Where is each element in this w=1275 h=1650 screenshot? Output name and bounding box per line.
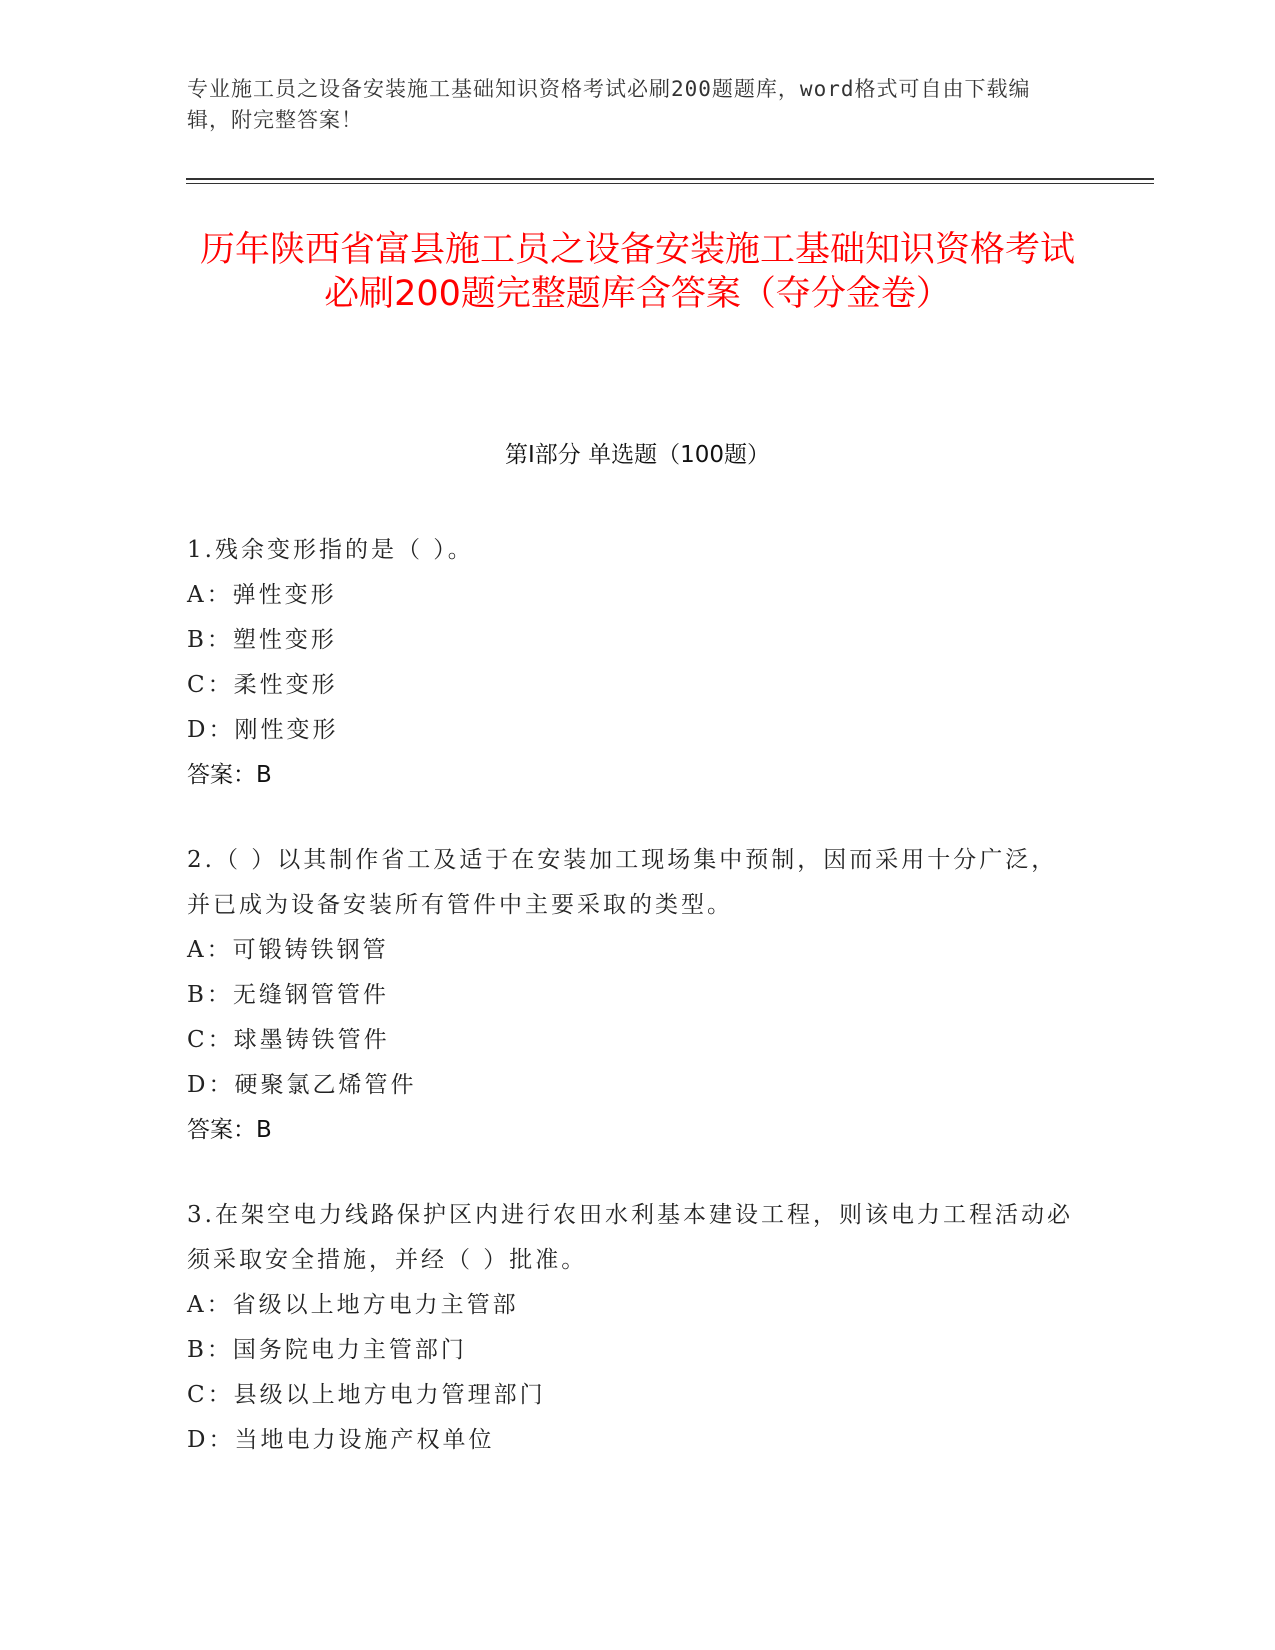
answer: 答案：B (187, 1117, 272, 1143)
option-c: C：球墨铸铁管件 (187, 1027, 390, 1053)
option-c: C：柔性变形 (187, 672, 338, 698)
question-1 (187, 528, 1077, 798)
option-a: A：弹性变形 (187, 582, 337, 608)
option-b: B：塑性变形 (187, 627, 337, 653)
option-b: B：无缝钢管管件 (187, 982, 389, 1008)
question-text: 1.残余变形指的是（ ）。 (187, 537, 474, 563)
option-b: B：国务院电力主管部门 (187, 1337, 467, 1363)
option-d: D：硬聚氯乙烯管件 (187, 1072, 417, 1098)
option-d: D：当地电力设施产权单位 (187, 1427, 495, 1453)
option-a: A：可锻铸铁钢管 (187, 937, 389, 963)
answer: 答案：B (187, 762, 272, 788)
option-c: C：县级以上地方电力管理部门 (187, 1382, 546, 1408)
question-3 (187, 1193, 1077, 1463)
header-rule-thick (186, 178, 1154, 180)
question-list (187, 528, 1077, 1503)
section-heading: 第I部分 单选题（100题） (505, 442, 770, 468)
document-title: 历年陕西省富县施工员之设备安装施工基础知识资格考试必刷200题完整题库含答案（夺分金卷） (199, 230, 1075, 314)
header-rule-thin (186, 183, 1154, 184)
option-a: A：省级以上地方电力主管部 (187, 1292, 519, 1318)
question-text: 2.（ ）以其制作省工及适于在安装加工现场集中预制，因而采用十分广泛，并已成为设备安装所有管件中主要采取的类型。 (187, 847, 1058, 918)
option-d: D：刚性变形 (187, 717, 339, 743)
question-2 (187, 838, 1077, 1153)
header-note: 专业施工员之设备安装施工基础知识资格考试必刷200题题库，word格式可自由下载编辑，附完整答案！ (187, 77, 1031, 132)
question-text: 3.在架空电力线路保护区内进行农田水利基本建设工程，则该电力工程活动必须采取安全措施，并经（ ）批准。 (187, 1202, 1073, 1273)
